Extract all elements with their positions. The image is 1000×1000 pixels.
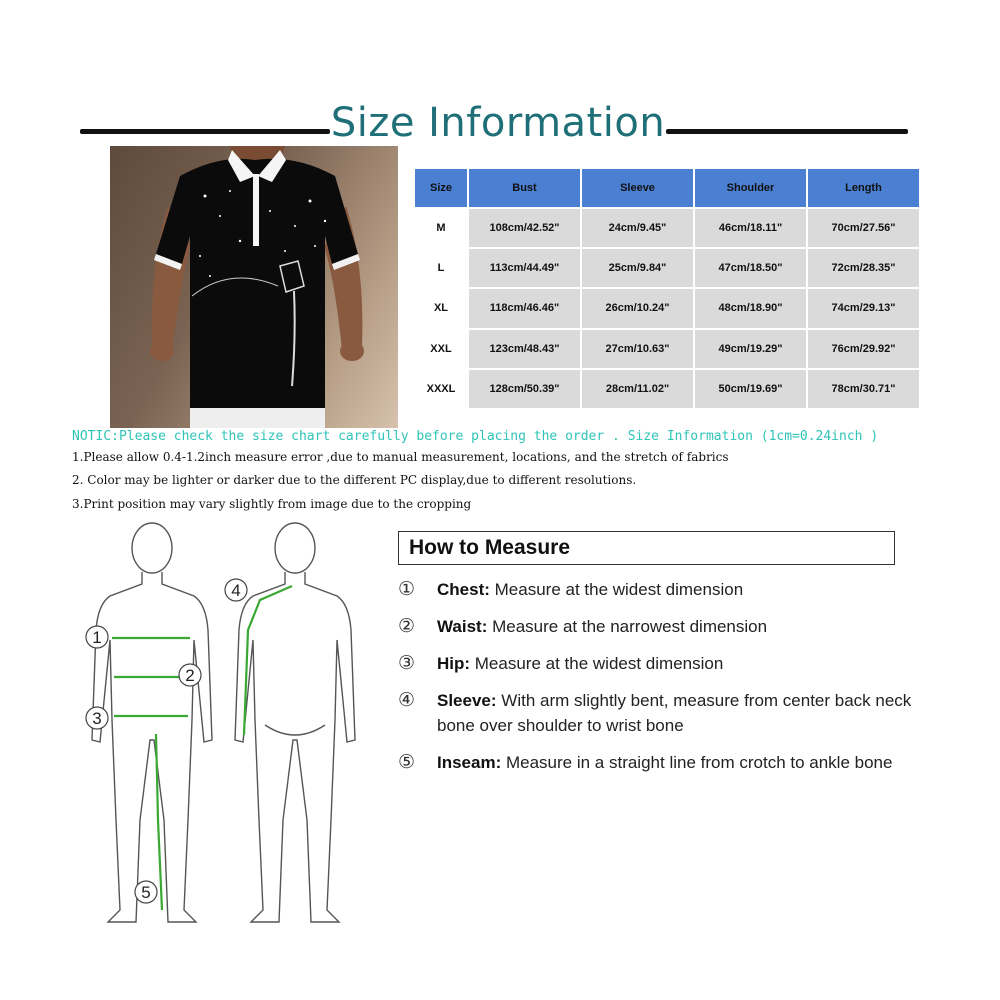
label-sleeve-number: 4 — [231, 581, 241, 600]
note-print-position: 3.Print position may vary slightly from image due to the cropping — [72, 497, 472, 511]
label-inseam-number: 5 — [141, 883, 151, 902]
sleeve-cell: 25cm/9.84" — [582, 249, 693, 287]
table-row — [415, 370, 919, 408]
note-color: 2. Color may be lighter or darker due to the different PC display,due to different resolutions. — [72, 473, 637, 487]
column-header-size: Size — [415, 169, 467, 207]
label-chest-number: 1 — [92, 628, 102, 647]
label-hip-number: 3 — [92, 709, 102, 728]
title-line-left — [80, 129, 330, 134]
column-header-bust: Bust — [469, 169, 580, 207]
number-circle: ② — [398, 616, 416, 637]
column-header-length: Length — [808, 169, 919, 207]
table-row — [415, 330, 919, 368]
page-title: Size Information — [330, 100, 666, 146]
sleeve-cell: 26cm/10.24" — [582, 289, 693, 327]
size-cell: XXL — [415, 330, 467, 368]
how-to-measure-heading: How to Measure — [398, 531, 895, 565]
size-cell: M — [415, 209, 467, 247]
measure-label: Hip: — [437, 654, 471, 673]
body-outline-diagram — [70, 520, 370, 940]
measure-label: Sleeve: — [437, 691, 497, 710]
measure-description: Measure at the widest dimension — [470, 654, 724, 673]
inseam-line — [156, 734, 162, 910]
number-circle: ① — [398, 579, 416, 600]
measure-description: Measure at the widest dimension — [489, 580, 744, 599]
bust-cell: 123cm/48.43" — [469, 330, 580, 368]
length-cell: 78cm/30.71" — [808, 370, 919, 408]
size-notice: NOTIC:Please check the size chart carefully before placing the order . Size Information (1cm=0.24inch ) — [72, 429, 879, 444]
table-header-row — [415, 169, 919, 207]
measure-description: Measure at the narrowest dimension — [487, 617, 768, 636]
bust-cell: 118cm/46.46" — [469, 289, 580, 327]
number-circle: ④ — [398, 690, 416, 711]
measure-label: Chest: — [437, 580, 490, 599]
measure-description: With arm slightly bent, measure from center back neck bone over shoulder to wrist bone — [437, 691, 912, 735]
size-cell: L — [415, 249, 467, 287]
title-line-right — [666, 129, 908, 134]
sleeve-cell: 27cm/10.63" — [582, 330, 693, 368]
column-header-shoulder: Shoulder — [695, 169, 806, 207]
number-circle: ⑤ — [398, 752, 416, 773]
length-cell: 74cm/29.13" — [808, 289, 919, 327]
label-waist-number: 2 — [185, 666, 195, 685]
shoulder-cell: 48cm/18.90" — [695, 289, 806, 327]
measurement-figures — [70, 520, 370, 940]
size-chart-table — [413, 167, 921, 410]
product-photo — [110, 146, 398, 428]
length-cell: 70cm/27.56" — [808, 209, 919, 247]
table-row — [415, 289, 919, 327]
sleeve-cell: 28cm/11.02" — [582, 370, 693, 408]
table-row — [415, 209, 919, 247]
polo-shirt-image — [110, 146, 398, 428]
sleeve-cell: 24cm/9.45" — [582, 209, 693, 247]
shoulder-cell: 49cm/19.29" — [695, 330, 806, 368]
size-cell: XL — [415, 289, 467, 327]
number-circle: ③ — [398, 653, 416, 674]
table-row — [415, 249, 919, 287]
measure-description: Measure in a straight line from crotch to ankle bone — [501, 753, 893, 772]
column-header-sleeve: Sleeve — [582, 169, 693, 207]
bust-cell: 108cm/42.52" — [469, 209, 580, 247]
length-cell: 72cm/28.35" — [808, 249, 919, 287]
bust-cell: 113cm/44.49" — [469, 249, 580, 287]
measure-label: Waist: — [437, 617, 488, 636]
shoulder-cell: 46cm/18.11" — [695, 209, 806, 247]
measure-label: Inseam: — [437, 753, 502, 772]
length-cell: 76cm/29.92" — [808, 330, 919, 368]
size-cell: XXXL — [415, 370, 467, 408]
bust-cell: 128cm/50.39" — [469, 370, 580, 408]
note-measure-error: 1.Please allow 0.4-1.2inch measure error ,due to manual measurement, locations, and the stretch of fabrics — [72, 450, 729, 464]
shoulder-cell: 47cm/18.50" — [695, 249, 806, 287]
shoulder-cell: 50cm/19.69" — [695, 370, 806, 408]
